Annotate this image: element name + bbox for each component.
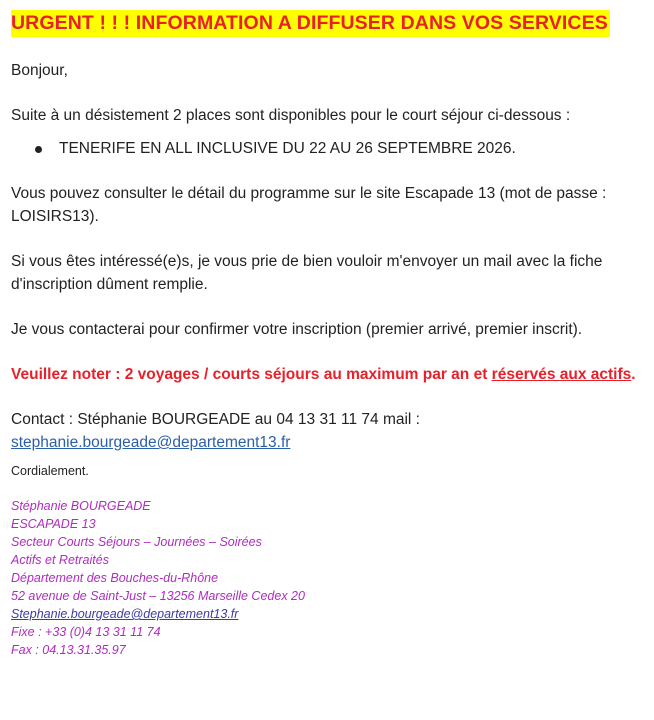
interest-paragraph: Si vous êtes intéressé(e)s, je vous prie de bien vouloir m'envoyer un mail avec la fiche d'inscription dûment remplie.	[11, 253, 603, 293]
regards: Cordialement.	[11, 464, 89, 478]
note-text: Veuillez noter : 2 voyages / courts séjours au maximum par an et	[11, 366, 492, 383]
offer-text: TENERIFE EN ALL INCLUSIVE DU 22 AU 26 SEPTEMBRE 2026.	[59, 140, 516, 157]
confirm-paragraph: Je vous contacterai pour confirmer votre inscription (premier arrivé, premier inscrit).	[11, 321, 583, 338]
signature-block	[11, 497, 647, 659]
bullet-icon	[35, 146, 42, 153]
signature-fax: Fax : 04.13.31.35.97	[11, 643, 126, 657]
intro-paragraph: Suite à un désistement 2 places sont disponibles pour le court séjour ci-dessous :	[11, 107, 571, 124]
signature-service: ESCAPADE 13	[11, 517, 96, 531]
greeting: Bonjour,	[11, 62, 68, 79]
urgent-title: URGENT ! ! ! INFORMATION A DIFFUSER DANS VOS SERVICES	[11, 10, 610, 37]
note-end: .	[631, 366, 636, 383]
list-item	[11, 137, 647, 160]
signature-phone: Fixe : +33 (0)4 13 31 11 74	[11, 625, 161, 639]
contact-email-link[interactable]: stephanie.bourgeade@departement13.fr	[11, 434, 291, 451]
note-paragraph	[11, 363, 647, 386]
note-underlined-text: réservés aux actifs	[491, 366, 632, 383]
contact-text: Contact : Stéphanie BOURGEADE au 04 13 31 11 74 mail :	[11, 411, 420, 428]
signature-address: 52 avenue de Saint-Just – 13256 Marseille Cedex 20	[11, 589, 305, 603]
signature-email-link[interactable]: Stephanie.bourgeade@departement13.fr	[11, 607, 239, 621]
signature-name: Stéphanie BOURGEADE	[11, 499, 151, 513]
signature-department: Département des Bouches-du-Rhône	[11, 571, 219, 585]
contact-paragraph	[11, 408, 647, 454]
program-paragraph: Vous pouvez consulter le détail du programme sur le site Escapade 13 (mot de passe : LOISIRS13).	[11, 185, 607, 225]
offer-list	[11, 137, 647, 160]
signature-sector: Secteur Courts Séjours – Journées – Soirées	[11, 535, 262, 549]
email-document	[11, 10, 647, 659]
signature-audience: Actifs et Retraités	[11, 553, 109, 567]
